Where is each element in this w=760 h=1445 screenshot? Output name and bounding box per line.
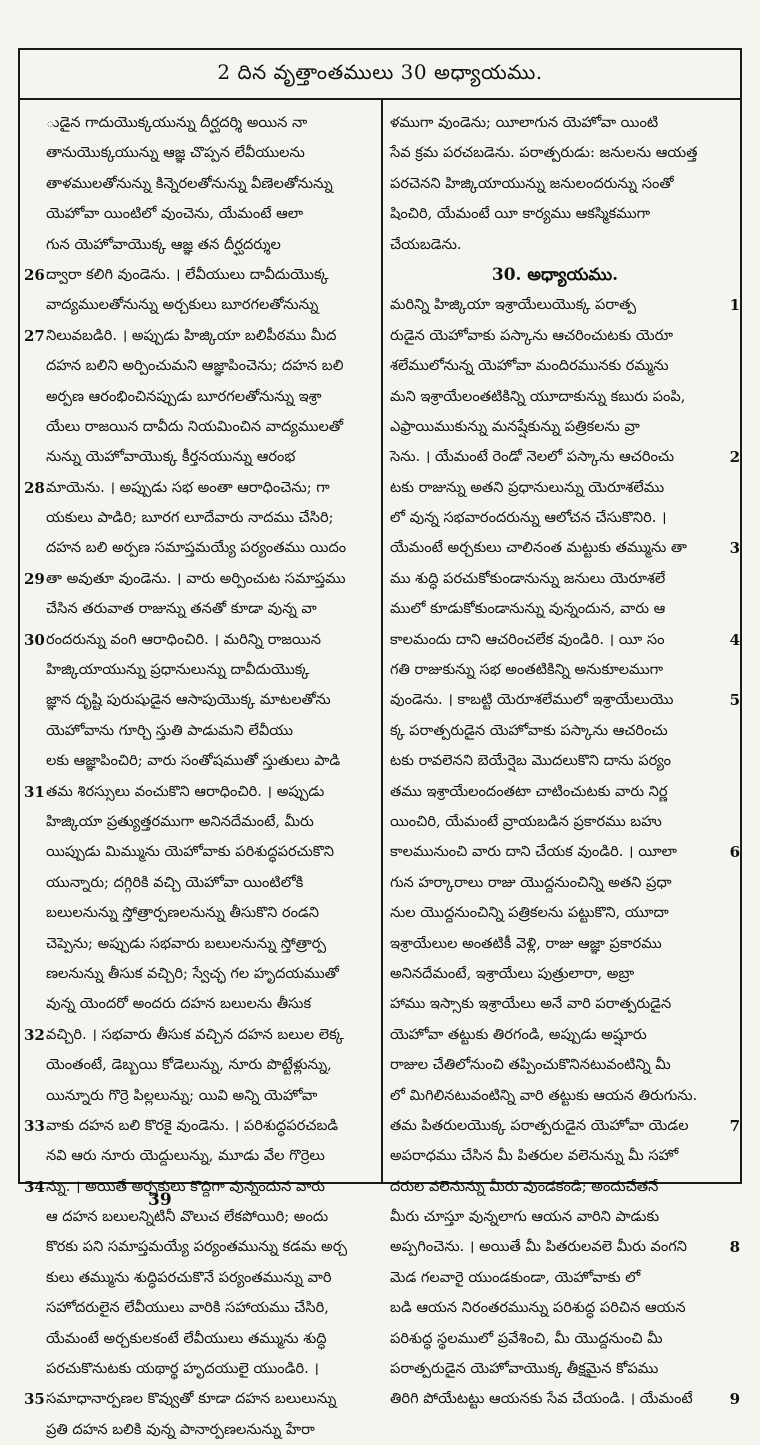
verse-number: 35 [24,1390,45,1409]
page-title: 2 దిన వృత్తాంతములు 30 అధ్యాయము. [217,59,543,84]
line-text: గున హర్కారాలు రాజు యొద్దనుంచిన్ని అతని ప్రధా [390,873,672,891]
text-line [388,746,740,776]
text-line [24,1050,376,1080]
line-text: వున్న యెందరో అందరు దహన బలులను తీసుక [46,995,312,1013]
text-line [388,1324,740,1354]
text-line [388,959,740,989]
text-line [24,594,376,624]
text-line [24,169,376,199]
line-text: పరాత్పరుడైన యెహోవాయొక్క తీక్షమైన కోపము [390,1360,659,1378]
line-text: ద్వారా కలిగి వుండెను. । లేవీయులు దావీదుయొక్క [46,265,329,283]
line-text: వాకు దహన బలి కొరకై వుండెను. । పరిశుద్ధపరచబడి [46,1116,339,1134]
line-text: హిజ్కియాయున్ను ప్రధానులున్ను దావీదుయొక్క [46,661,310,679]
text-line [24,685,376,715]
text-line [24,260,376,290]
line-text: రందరున్ను వంగి ఆరాధించిరి. । మరిన్ని రాజయిన [46,630,321,648]
text-line [24,230,376,260]
line-text: నిలువబడిరి. । అప్పుడు హిజ్కియా బలిపీఠము మీద [46,326,337,344]
text-line [388,503,740,533]
line-text: యించిరి, యేమంటే వ్రాయబడిన ప్రకారము బహు [390,812,662,830]
line-text: ము శుద్ధి పరచుకోకుండానున్ను జనులు యెరూశలే [390,569,666,587]
line-text: కొరకు పని సమాప్తమయ్యే పర్యంతమున్ను కడమ అర్చ [46,1238,348,1256]
text-line [24,1384,376,1414]
text-line [388,929,740,959]
line-text: సమాధానార్పణల కొవ్వుతో కూడా దహన బలులున్ను [46,1390,337,1408]
page-header [20,50,740,100]
line-text: మని ఇశ్రాయేలంతటికిన్ని యూదాకున్ను కబురు పంపి, [390,387,686,405]
line-text: చేయబడెను. [390,235,462,253]
line-text: సహోదరులైన లేవీయులు వారికి సహాయము చేసిరి, [46,1299,329,1317]
text-line [388,533,740,563]
line-text: హిజ్కియా ప్రత్యుత్తరముగా అనినదేమంటే, మీరు [46,812,314,830]
text-line [24,1415,376,1445]
line-text: గున యెహోవాయొక్క ఆజ్ఞ తన దీర్ఘదర్శుల [46,235,281,253]
line-text: బడి ఆయన నిరంతరమున్ను పరిశుద్ధ పరిచిన ఆయన [390,1299,686,1317]
line-text: గతి రాజుకున్ను సభ అంతటికిన్ని అనుకూలముగా [390,661,664,679]
verse-number: 29 [24,569,45,588]
line-text: దహన బలిని అర్పించుమని ఆజ్ఞాపించెను; దహన బలి [46,357,344,375]
text-line [388,382,740,412]
text-line [388,442,740,472]
text-line [388,1172,740,1202]
text-line [388,777,740,807]
line-text: ఇశ్రాయేలుల అంతటికీ వెళ్లి, రాజు ఆజ్ఞా ప్రకారము [390,934,662,952]
line-text: యేలు రాజయిన దావీదు నియమించిన వాద్యములతో [46,417,344,435]
text-line [24,442,376,472]
text-line [388,807,740,837]
text-line [24,321,376,351]
verse-number: 7 [729,1116,740,1135]
text-line [24,108,376,138]
line-text: కాలమందు దాని ఆచరించలేక వుండిరి. । యీ సం [390,630,665,648]
text-line [388,412,740,442]
line-text: జ్ఞాన దృష్టి పురుషుడైన ఆసాపుయొక్క మాటలతోను [46,691,331,709]
verse-number: 34 [24,1177,45,1196]
text-line [388,1384,740,1414]
line-text: అర్పణ ఆరంభించినప్పుడు బూరగలతోనున్ను ఇశ్రా [46,387,322,405]
line-text: తమ పితరులయొక్క పరాత్పరుడైన యెహోవా యెడల [390,1116,689,1134]
text-line [24,1324,376,1354]
line-text: యకులు పాడిరి; బూరగ లూదేవారు నాదము చేసిరి; [46,509,334,527]
verse-number: 27 [24,326,45,345]
text-line [24,1232,376,1262]
text-line [388,685,740,715]
line-text: లకు ఆజ్ఞాపించిరి; వారు సంతోషముతో స్తుతులు పాడి [46,752,341,770]
text-line [388,321,740,351]
text-line [24,351,376,381]
text-line [388,868,740,898]
text-line [24,1354,376,1384]
text-line [388,1232,740,1262]
text-line [388,989,740,1019]
line-text: మరిన్ని హిజ్కియా ఇశ్రాయేలుయొక్క పరాత్ప [390,296,637,314]
line-text: సెను. । యేమంటే రెండో నెలలో పస్కాను ఆచరించు [390,448,675,466]
text-line [24,564,376,594]
line-text: తమ శిరస్సులు వంచుకొని ఆరాధించిరి. । అప్పుడు [46,782,325,800]
verse-number: 6 [729,843,740,862]
line-text: రాజుల చేతిలోనుంచి తప్పించుకొనినటువంటిన్ని మీ [390,1056,671,1074]
line-text: టకు రాజున్ను అతని ప్రధానులున్ను యెరూశలేము [390,478,665,496]
line-text: యెహోవా యింటిలో వుంచెను, యేమంటే ఆలా [46,205,304,223]
text-line [24,716,376,746]
line-text: మీరు చూస్తూ వున్నలాగు ఆయన వారిని పాడుకు [390,1208,660,1226]
text-line [24,807,376,837]
text-line [388,351,740,381]
text-line [24,929,376,959]
text-line [24,138,376,168]
line-text: తము ఇశ్రాయేలందంతటా చాటించుటకు వారు నిర్ణ [390,782,668,800]
text-line [388,837,740,867]
line-text: వుండెను. । కాబట్టి యెరూశలేములో ఇశ్రాయేలుయొ [390,691,674,709]
line-text: యిప్పుడు మిమ్మును యెహోవాకు పరిశుద్ధపరచుకొని [46,843,334,861]
verse-number: 32 [24,1025,45,1044]
line-text: అపరాధము చేసిన మీ పితరుల వలెనున్ను మీ సహో [390,1147,679,1165]
text-line [24,1202,376,1232]
text-line [24,1172,376,1202]
text-line [388,716,740,746]
verse-number: 5 [729,691,740,710]
text-line [24,503,376,533]
line-text: వాద్యములతోనున్ను అర్చకులు బూరగలతోనున్ను [46,296,319,314]
text-line [24,199,376,229]
text-line [388,1141,740,1171]
text-line [388,625,740,655]
column-divider [381,100,383,1182]
line-text: ణలనున్ను తీసుక వచ్చిరి; స్వేచ్ఛ గల హృదయముతో [46,964,339,982]
line-text: టకు రావలెనని బెయేర్షెబ మొదలుకొని దాను పర్యం [390,752,672,770]
text-line [388,1263,740,1293]
line-text: లో మిగిలినటువంటిన్ని వారి తట్టుకు ఆయన తిరుగును. [390,1086,698,1104]
text-line [388,108,740,138]
line-text: ఎఫ్రాయిముకున్ను మనష్షేకున్ను పత్రికలను వ్రా [390,417,640,435]
right-column [388,108,740,1409]
text-line [24,1263,376,1293]
line-text: యేమంటే అర్చకులకంటే లేవీయులు తమ్మును శుద్ధి [46,1329,327,1347]
line-text: చెప్పెను; అప్పుడు సభవారు బలులనున్ను స్తోత్రార్ప [46,934,327,952]
text-line [388,169,740,199]
text-line [24,898,376,928]
text-line [388,230,740,260]
text-line [24,382,376,412]
text-line [24,989,376,1019]
line-text: తాళములతోనున్ను కిన్నెరలతోనున్ను వీణెలతోనున్ను [46,174,333,192]
line-text: మెడ గలవారై యుండకుండా, యెహోవాకు లో [390,1268,641,1286]
text-line [388,1081,740,1111]
line-text: తిరిగి పోయేటట్టు ఆయనకు సేవ చేయండి. । యేమంటే [390,1390,693,1408]
text-line [388,1020,740,1050]
text-line [388,1111,740,1141]
text-line [24,1081,376,1111]
line-text: ుడైన గాదుయొక్కయున్ను దీర్ఘదర్శి అయిన నా [46,114,308,131]
text-line [24,1020,376,1050]
line-text: లో వున్న సభవారందరున్ను ఆలోచన చేసుకొనిరి. । [390,509,667,527]
text-line [24,868,376,898]
line-text: న్ను. । అయితే అర్చకులు కొద్దిగా వున్నందున వారు [46,1177,325,1195]
text-line [24,1141,376,1171]
line-text: అనినదేమంటే, ఇశ్రాయేలు పుత్రులారా, అబ్రా [390,964,635,982]
line-text: ప్రతి దహన బలికి వున్న పానార్పణలనున్ను హేరా [46,1420,315,1438]
line-text: తానుయొక్కయున్ను ఆజ్ఞ చొప్పన లేవీయులను [46,144,305,162]
line-text: 30. అధ్యాయము. [491,264,619,285]
text-line [388,564,740,594]
text-line [24,625,376,655]
verse-number: 33 [24,1116,45,1135]
verse-number: 28 [24,478,45,497]
text-line [24,837,376,867]
text-line [388,473,740,503]
line-text: కాలమునుంచి వారు దాని చేయక వుండిరి. । యీలా [390,843,677,861]
verse-number: 30 [24,630,45,649]
line-text: యున్నారు; దగ్గిరికి వచ్చి యెహోవా యింటిలోకి [46,873,304,891]
line-text: కులు తమ్మును శుద్ధిపరచుకొనే పర్యంతమున్ను వారి [46,1268,332,1286]
line-text: అప్పగించెను. । అయితే మీ పితరులవలె మీరు వంగని [390,1238,688,1256]
text-line [388,1202,740,1232]
text-line [24,1293,376,1323]
line-text: పరచుకొనుటకు యథార్థ హృదయులై యుండిరి. । [46,1360,319,1378]
line-text: క్క పరాత్పరుడైన యెహోవాకు పస్కాను ఆచరించు [390,721,668,739]
line-text: దహన బలి అర్పణ సమాప్తమయ్యే పర్యంతము యిదం [46,539,347,557]
line-text: యెహోవాను గూర్చి స్తుతి పాడుమని లేవీయు [46,721,294,739]
line-text: బలులనున్ను స్తోత్రార్పణలనున్ను తీసుకొని రండని [46,904,320,922]
line-text: మాయెను. । అప్పుడు సభ అంతా ఆరాధించెను; గా [46,478,330,496]
line-text: చేసిన తరువాత రాజున్ను తనతో కూడా వున్న వా [46,600,317,618]
line-text: ళముగా వుండెను; యీలాగున యెహోవా యింటి [390,114,659,131]
text-line [388,290,740,320]
text-line [24,1111,376,1141]
line-text: పరచెనని హిజ్కియాయున్ను జనులందరున్ను సంతో [390,174,674,192]
line-text: ములో కూడుకోకుండానున్ను వున్నందున, వారు ఆ [390,600,666,618]
verse-number: 9 [729,1390,740,1409]
line-text: నవి ఆరు నూరు యెద్దులున్ను, మూడు వేల గొర్రెలు [46,1147,325,1165]
line-text: హాము ఇస్సాకు ఇశ్రాయేలు అనే వారి పరాత్పరుడైన [390,995,672,1013]
verse-number: 31 [24,782,45,801]
text-line [388,898,740,928]
line-text: వచ్చిరి. । సభవారు తీసుక వచ్చిన దహన బలుల లెక్క [46,1025,344,1043]
line-text: యిన్నూరు గొర్రె పిల్లలున్ను; యివి అన్ని యెహోవా [46,1086,318,1104]
verse-number: 8 [729,1238,740,1257]
text-line [24,473,376,503]
text-line [388,655,740,685]
line-text: నుల యొద్దనుంచిన్ని పత్రికలను పట్టుకొని, యూదా [390,904,669,922]
verse-number: 2 [729,448,740,467]
line-text: సేవ క్రమ పరచబడెను. పరాత్పరుడు: జనులను ఆయత్త [390,144,698,162]
line-text: తా అవుతూ వుండెను. । వారు అర్పించుట సమాప్తము [46,569,346,587]
line-text: యెహోవా తట్టుకు తిరగండి, అప్పుడు అష్షూరు [390,1025,647,1043]
verse-number: 3 [729,539,740,558]
text-line [24,959,376,989]
line-text: రుడైన యెహోవాకు పస్కాను ఆచరించుటకు యెరూ [390,326,674,344]
text-line [24,290,376,320]
line-text: యేమంటే అర్చకులు చాలినంత మట్టుకు తమ్మును తా [390,539,687,557]
text-line [388,594,740,624]
verse-number: 4 [729,630,740,649]
line-text: శలేములోనున్న యెహోవా మందిరమునకు రమ్మను [390,357,669,375]
line-text: ఆ దహన బలులన్నిటినీ వొలుచ లేకపోయిరి; అందు [46,1208,329,1226]
text-line [388,138,740,168]
verse-number: 26 [24,265,45,284]
text-line [24,746,376,776]
text-line [24,533,376,563]
text-line [388,199,740,229]
text-line [24,655,376,685]
line-text: యెంతంటే, డెబ్బయి కోడెలున్ను, నూరు పొట్టేళ్లున్ను, [46,1056,332,1074]
text-line [24,412,376,442]
text-line [388,1293,740,1323]
line-text: షించిరి, యేమంటే యీ కార్యము ఆకస్మికముగా [390,205,651,223]
text-line [388,1354,740,1384]
text-line [388,1050,740,1080]
page-number: 39 [148,1190,172,1210]
line-text: నున్ను యెహోవాయొక్క కీర్తనయున్ను ఆరంభ [46,448,296,466]
text-line [24,777,376,807]
chapter-heading [388,260,740,290]
line-text: పరిశుద్ధ స్థలములో ప్రవేశించి, మీ యొద్దనుంచి మీ [390,1329,663,1347]
verse-number: 1 [729,296,740,315]
line-text: దరుల వలెనున్ను మీరు వుండకండి; అందుచేతనే [390,1177,659,1195]
